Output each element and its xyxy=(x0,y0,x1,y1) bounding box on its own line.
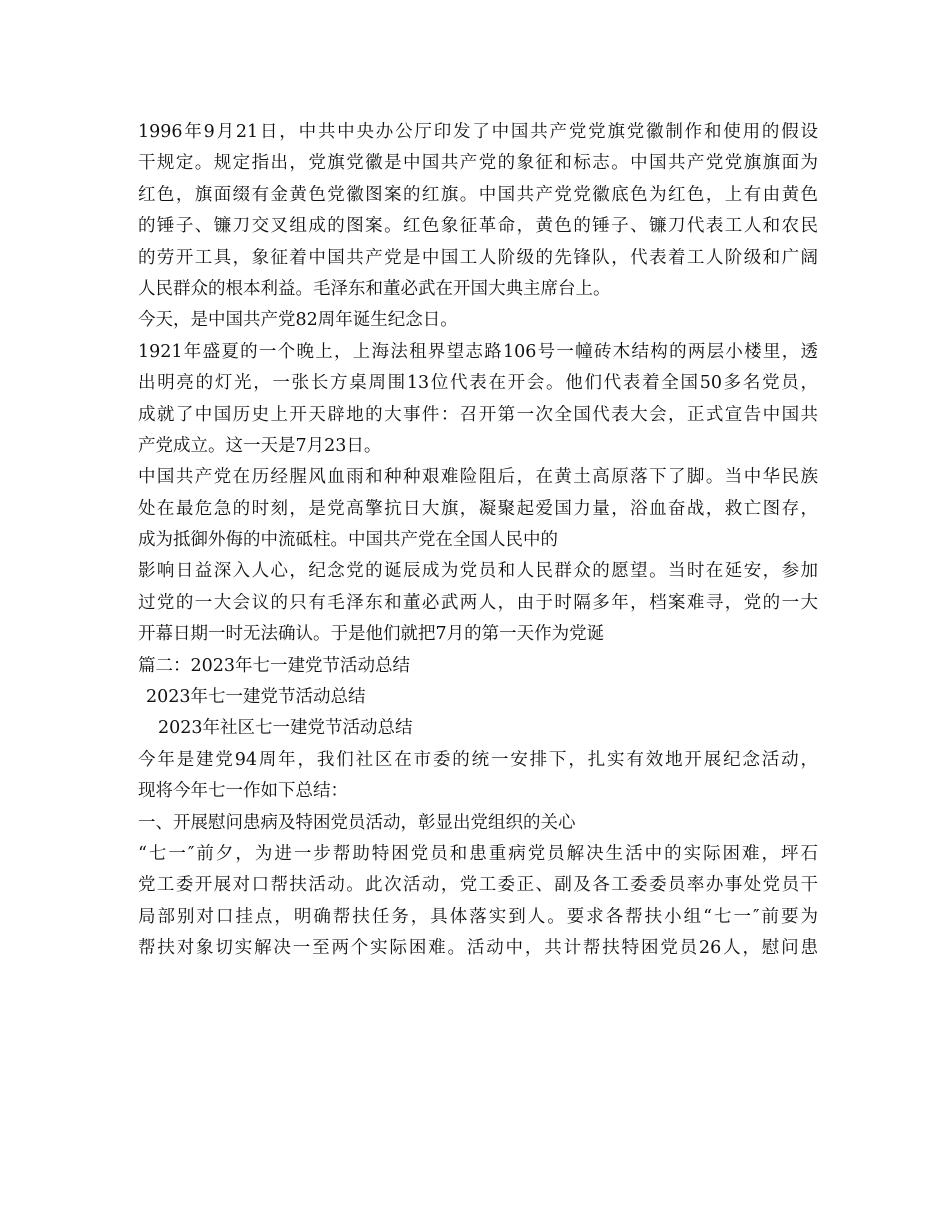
text-line: 成就了中国历史上开天辟地的大事件：召开第一次全国代表大会，正式宣告中国共 xyxy=(138,404,818,425)
text-line: 出明亮的灯光，一张长方桌周围13位代表在开会。他们代表着全国50多名党员， xyxy=(138,373,818,394)
text-line: 中国共产党在历经腥风血雨和种种艰难险阻后，在黄土高原落下了脚。当中华民族 xyxy=(138,467,818,488)
text-line: 局部别对口挂点，明确帮扶任务，具体落实到人。要求各帮扶小组“七一″前要为 xyxy=(138,906,818,927)
text-line: “七一″前夕，为进一步帮助特困党员和患重病党员解决生活中的实际困难，坪石 xyxy=(138,843,818,864)
section-heading: 篇二：2023年七一建党节活动总结 xyxy=(138,655,411,676)
document-body xyxy=(138,117,818,965)
subsection-heading: 一、开展慰问患病及特困党员活动，彰显出党组织的关心 xyxy=(138,812,576,833)
text-line: 产党成立。这一天是7月23日。 xyxy=(138,435,382,456)
text-line: 人民群众的根本利益。毛泽东和董必武在开国大典主席台上。 xyxy=(138,278,611,299)
text-line: 影响日益深入人心，纪念党的诞辰成为党员和人民群众的愿望。当时在延安，参加 xyxy=(138,561,818,582)
text-line: 1921年盛夏的一个晚上，上海法租界望志路106号一幢砖木结构的两层小楼里，透 xyxy=(138,341,818,362)
section-subtitle: 2023年社区七一建党节活动总结 xyxy=(158,718,413,739)
text-line: 的劳开工具，象征着中国共产党是中国工人阶级的先锋队，代表着工人阶级和广阔 xyxy=(138,247,818,268)
text-line: 今年是建党94周年，我们社区在市委的统一安排下，扎实有效地开展纪念活动， xyxy=(138,749,818,770)
text-line: 成为抵御外侮的中流砥柱。中国共产党在全国人民中的 xyxy=(138,530,558,551)
text-line: 开幕日期一时无法确认。于是他们就把7月的第一天作为党诞 xyxy=(138,624,605,645)
text-line: 今天，是中国共产党82周年诞生纪念日。 xyxy=(138,310,458,331)
text-line: 处在最危急的时刻，是党高擎抗日大旗，凝聚起爱国力量，浴血奋战，救亡图存， xyxy=(138,498,818,519)
section-title: 2023年七一建党节活动总结 xyxy=(146,687,366,708)
text-line: 红色，旗面缀有金黄色党徽图案的红旗。中国共产党党徽底色为红色，上有由黄色 xyxy=(138,184,818,205)
text-line: 的锤子、镰刀交叉组成的图案。红色象征革命，黄色的锤子、镰刀代表工人和农民 xyxy=(138,216,818,237)
text-line: 1996年9月21日，中共中央办公厅印发了中国共产党党旗党徽制作和使用的假设 xyxy=(138,122,818,142)
text-line: 现将今年七一作如下总结： xyxy=(138,781,348,802)
text-line: 帮扶对象切实解决一至两个实际困难。活动中，共计帮扶特困党员26人，慰问患 xyxy=(138,938,818,959)
text-line: 过党的一大会议的只有毛泽东和董必武两人，由于时隔多年，档案难寻，党的一大 xyxy=(138,592,818,613)
text-line: 干规定。规定指出，党旗党徽是中国共产党的象征和标志。中国共产党党旗旗面为 xyxy=(138,153,818,174)
text-line: 党工委开展对口帮扶活动。此次活动，党工委正、副及各工委委员率办事处党员干 xyxy=(138,875,818,896)
